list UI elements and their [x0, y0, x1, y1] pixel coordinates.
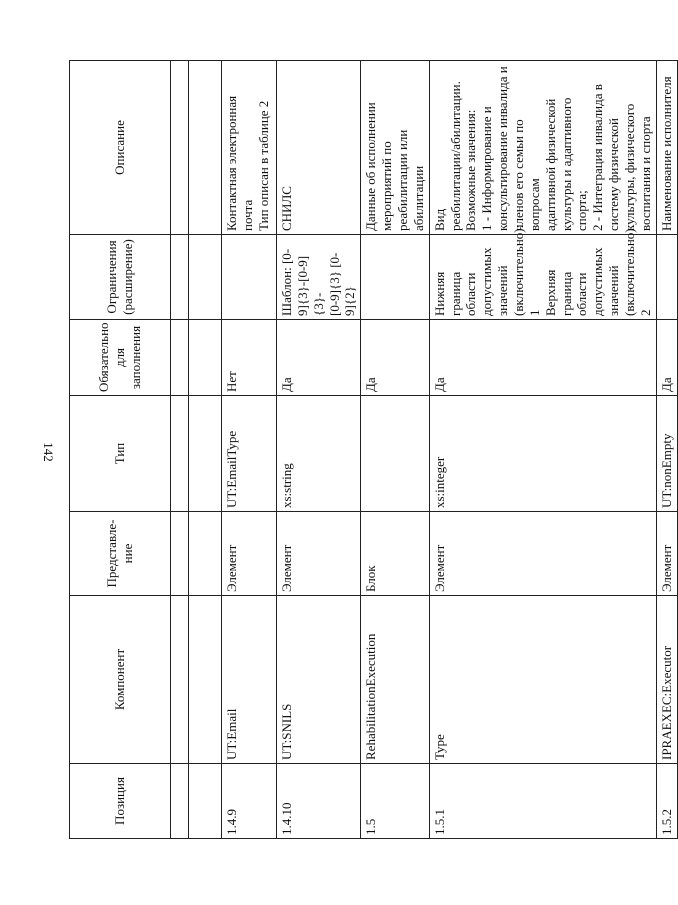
cell-representation: Элемент	[277, 512, 361, 596]
header-row	[70, 61, 171, 839]
column-number-row	[171, 61, 189, 839]
cell-restrictions	[222, 235, 277, 320]
cell-required: Да	[277, 320, 361, 396]
cell-restrictions	[361, 235, 429, 320]
cell-position: 1.5.2	[656, 764, 677, 839]
cell-description: Данные об исполнении мероприятий по реабилитации или абилитации	[361, 61, 429, 235]
header-component: Компонент	[70, 596, 171, 764]
cell-restrictions	[656, 235, 677, 320]
page-number: 142	[41, 442, 56, 462]
blank-cell	[189, 512, 222, 596]
blank-cell	[189, 320, 222, 396]
cell-representation: Элемент	[656, 512, 677, 596]
blank-cell	[189, 61, 222, 235]
blank-cell	[189, 396, 222, 512]
cell-description: Контактная электронная почта Тип описан в таблице 2	[222, 61, 277, 235]
cell-component: IPRAEXEC:Executor	[656, 596, 677, 764]
cell-position: 1.4.10	[277, 764, 361, 839]
cell-type: UT:EmailType	[222, 396, 277, 512]
blank-cell	[171, 764, 189, 839]
cell-type: xs:string	[277, 396, 361, 512]
blank-cell	[171, 61, 189, 235]
blank-cell	[171, 596, 189, 764]
table-row	[222, 61, 277, 839]
cell-position: 1.4.9	[222, 764, 277, 839]
header-restrictions: Ограничения (расширение)	[70, 235, 171, 320]
blank-cell	[171, 320, 189, 396]
cell-representation: Блок	[361, 512, 429, 596]
blank-cell	[189, 596, 222, 764]
cell-description: СНИЛС	[277, 61, 361, 235]
header-position: Позиция	[70, 764, 171, 839]
header-description: Описание	[70, 61, 171, 235]
table-row	[429, 61, 656, 839]
cell-component: Type	[429, 596, 656, 764]
blank-cell	[171, 512, 189, 596]
blank-cell	[171, 396, 189, 512]
table-row	[361, 61, 429, 839]
header-required: Обязательно для заполнения	[70, 320, 171, 396]
cell-component: RehabilitationExecution	[361, 596, 429, 764]
cell-component: UT:SNILS	[277, 596, 361, 764]
cell-type: xs:integer	[429, 396, 656, 512]
specification-table	[69, 60, 678, 839]
blank-cell	[171, 235, 189, 320]
cell-component: UT:Email	[222, 596, 277, 764]
table-row	[277, 61, 361, 839]
cell-required: Да	[361, 320, 429, 396]
cell-position: 1.5	[361, 764, 429, 839]
header-type: Тип	[70, 396, 171, 512]
cell-required: Да	[656, 320, 677, 396]
cell-description: Вид реабилитации/абилитации. Возможные значения: 1 - Информирование и консультирование инвалида и членов его семьи по вопросам адаптивной физической культуры и адаптивного спорта; 2 - Интеграция инвалида в систему физической культуры, физического воспитания и спорта	[429, 61, 656, 235]
table-row	[656, 61, 677, 839]
blank-cell	[189, 764, 222, 839]
header-representation: Представле- ние	[70, 512, 171, 596]
cell-position: 1.5.1	[429, 764, 656, 839]
cell-restrictions: Нижняя граница области допустимых значений (включительно): 1 Верхняя граница области допустимых значений (включительно): 2	[429, 235, 656, 320]
empty-row	[189, 61, 222, 839]
cell-type: UT:nonEmpty	[656, 396, 677, 512]
rotated-table-container	[69, 61, 674, 839]
blank-cell	[189, 235, 222, 320]
cell-restrictions: Шаблон: [0- 9]{3}-[0-9]{3}- [0-9]{3} [0- 9]{2}	[277, 235, 361, 320]
cell-representation: Элемент	[222, 512, 277, 596]
cell-required: Нет	[222, 320, 277, 396]
cell-type	[361, 396, 429, 512]
cell-representation: Элемент	[429, 512, 656, 596]
cell-required: Да	[429, 320, 656, 396]
cell-description: Наименование исполнителя	[656, 61, 677, 235]
